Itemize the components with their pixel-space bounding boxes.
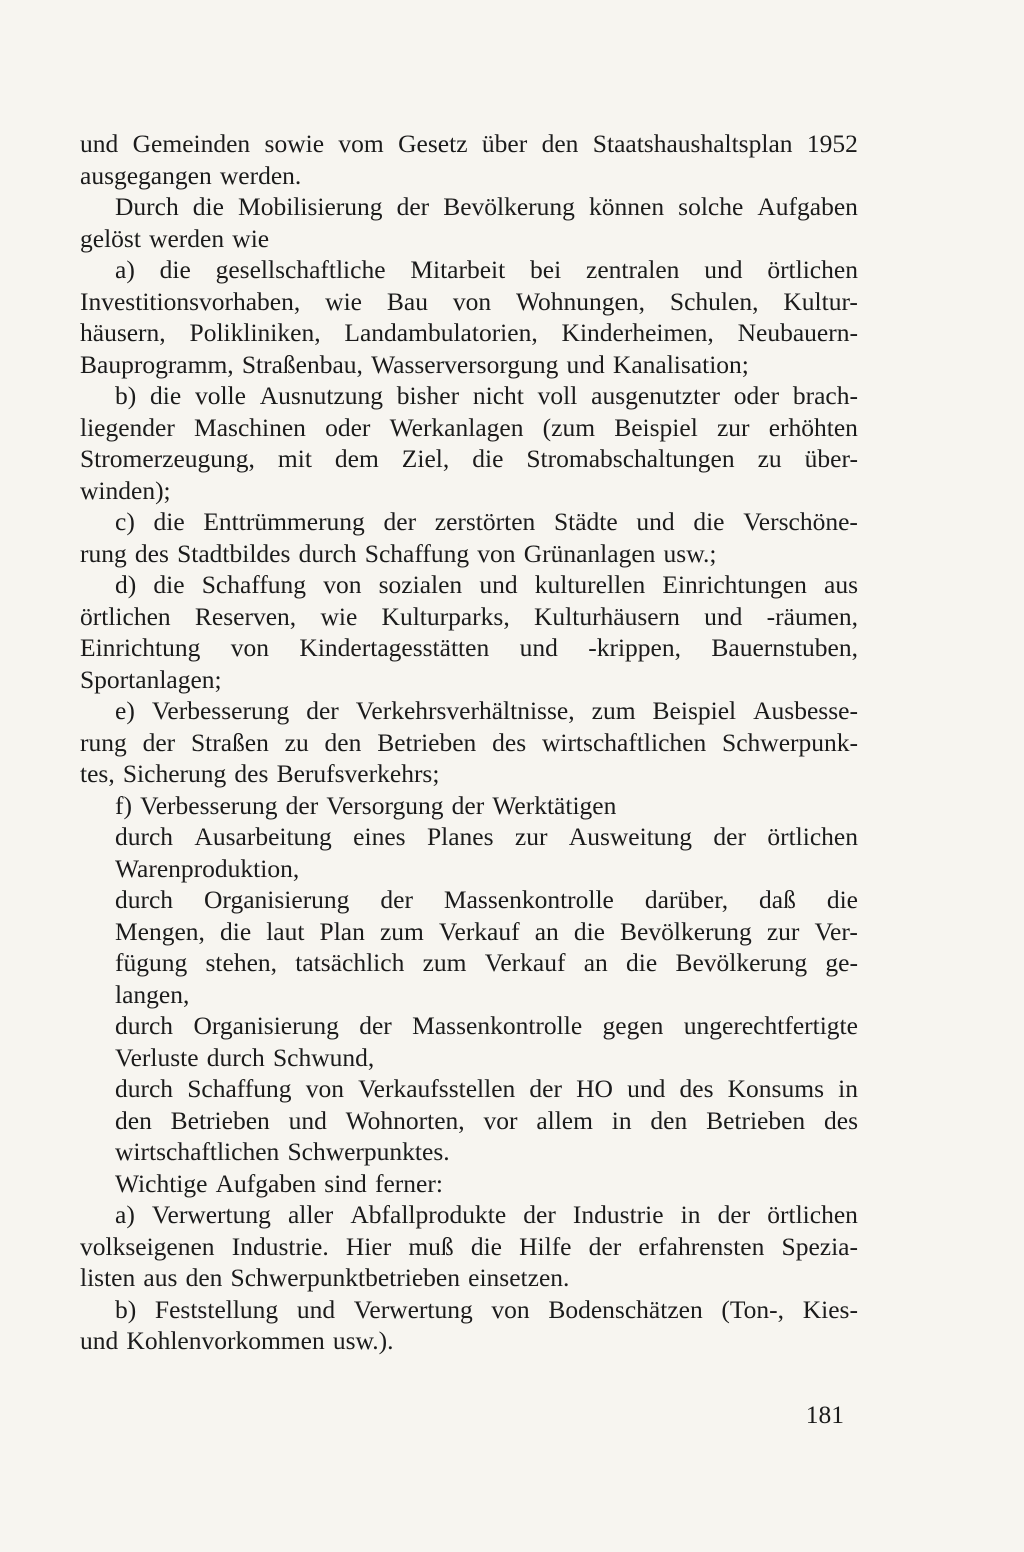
- body-text: [80, 128, 858, 1357]
- text-line: Verluste durch Schwund,: [115, 1042, 375, 1072]
- text-line: durch Organisierung der Massenkontrolle darüber, daß die: [115, 885, 858, 914]
- text-line: wirtschaftlichen Schwerpunktes.: [115, 1137, 450, 1166]
- text-line: Durch die Mobilisierung der Bevölkerung können solche Aufgaben: [115, 192, 858, 221]
- text-line: häusern, Polikliniken, Landambulatorien, Kinderheimen, Neubauern-: [80, 318, 858, 347]
- text-line: Stromerzeugung, mit dem Ziel, die Stromabschaltungen zu über-: [80, 444, 858, 473]
- text-line: e) Verbesserung der Verkehrsverhältnisse, zum Beispiel Ausbesse-: [115, 696, 858, 725]
- text-line: listen aus den Schwerpunktbetrieben einsetzen.: [80, 1263, 570, 1292]
- text-line: langen,: [115, 979, 190, 1009]
- text-line: örtlichen Reserven, wie Kulturparks, Kulturhäusern und -räumen,: [80, 601, 858, 631]
- text-line: Warenproduktion,: [115, 853, 300, 883]
- text-line: ausgegangen werden.: [80, 160, 302, 190]
- text-line: durch Schaffung von Verkaufsstellen der HO und des Konsums in: [115, 1074, 858, 1103]
- text-line: rung der Straßen zu den Betrieben des wirtschaftlichen Schwerpunk-: [80, 727, 858, 757]
- text-line: Investitionsvorhaben, wie Bau von Wohnungen, Schulen, Kultur-: [80, 286, 858, 316]
- text-line: f) Verbesserung der Versorgung der Werktätigen: [115, 790, 617, 820]
- text-line: durch Ausarbeitung eines Planes zur Ausweitung der örtlichen: [115, 822, 858, 851]
- text-line: tes, Sicherung des Berufsverkehrs;: [80, 759, 440, 788]
- text-line: den Betrieben und Wohnorten, vor allem in den Betrieben des: [115, 1105, 858, 1135]
- text-line: d) die Schaffung von sozialen und kulturellen Einrichtungen aus: [115, 570, 858, 599]
- text-line: fügung stehen, tatsächlich zum Verkauf an die Bevölkerung ge-: [115, 948, 858, 977]
- text-line: b) die volle Ausnutzung bisher nicht voll ausgenutzter oder brach-: [115, 381, 858, 410]
- text-line: a) die gesellschaftliche Mitarbeit bei zentralen und örtlichen: [115, 255, 858, 284]
- text-line: Einrichtung von Kindertagesstätten und -krippen, Bauernstuben,: [80, 633, 858, 662]
- text-line: Mengen, die laut Plan zum Verkauf an die Bevölkerung zur Ver-: [115, 916, 858, 946]
- text-line: c) die Enttrümmerung der zerstörten Städte und die Verschöne-: [115, 507, 858, 536]
- text-line: rung des Stadtbildes durch Schaffung von Grünanlagen usw.;: [80, 538, 717, 568]
- text-line: liegender Maschinen oder Werkanlagen (zum Beispiel zur erhöhten: [80, 412, 858, 442]
- page-number: 181: [805, 1400, 844, 1429]
- text-line: und Kohlenvorkommen usw.).: [80, 1326, 394, 1355]
- text-line: und Gemeinden sowie vom Gesetz über den Staatshaushaltsplan 1952: [80, 129, 858, 158]
- text-line: volkseigenen Industrie. Hier muß die Hilfe der erfahrensten Spezia-: [80, 1231, 858, 1261]
- text-line: a) Verwertung aller Abfallprodukte der Industrie in der örtlichen: [115, 1200, 858, 1229]
- text-line: Sportanlagen;: [80, 664, 222, 694]
- text-line: durch Organisierung der Massenkontrolle gegen ungerechtfertigte: [115, 1011, 858, 1040]
- text-line: gelöst werden wie: [80, 223, 270, 253]
- text-line: b) Feststellung und Verwertung von Bodenschätzen (Ton-, Kies-: [115, 1294, 858, 1324]
- text-line: winden);: [80, 475, 171, 505]
- text-line: Bauprogramm, Straßenbau, Wasserversorgung und Kanalisation;: [80, 349, 749, 379]
- text-line: Wichtige Aufgaben sind ferner:: [115, 1168, 443, 1198]
